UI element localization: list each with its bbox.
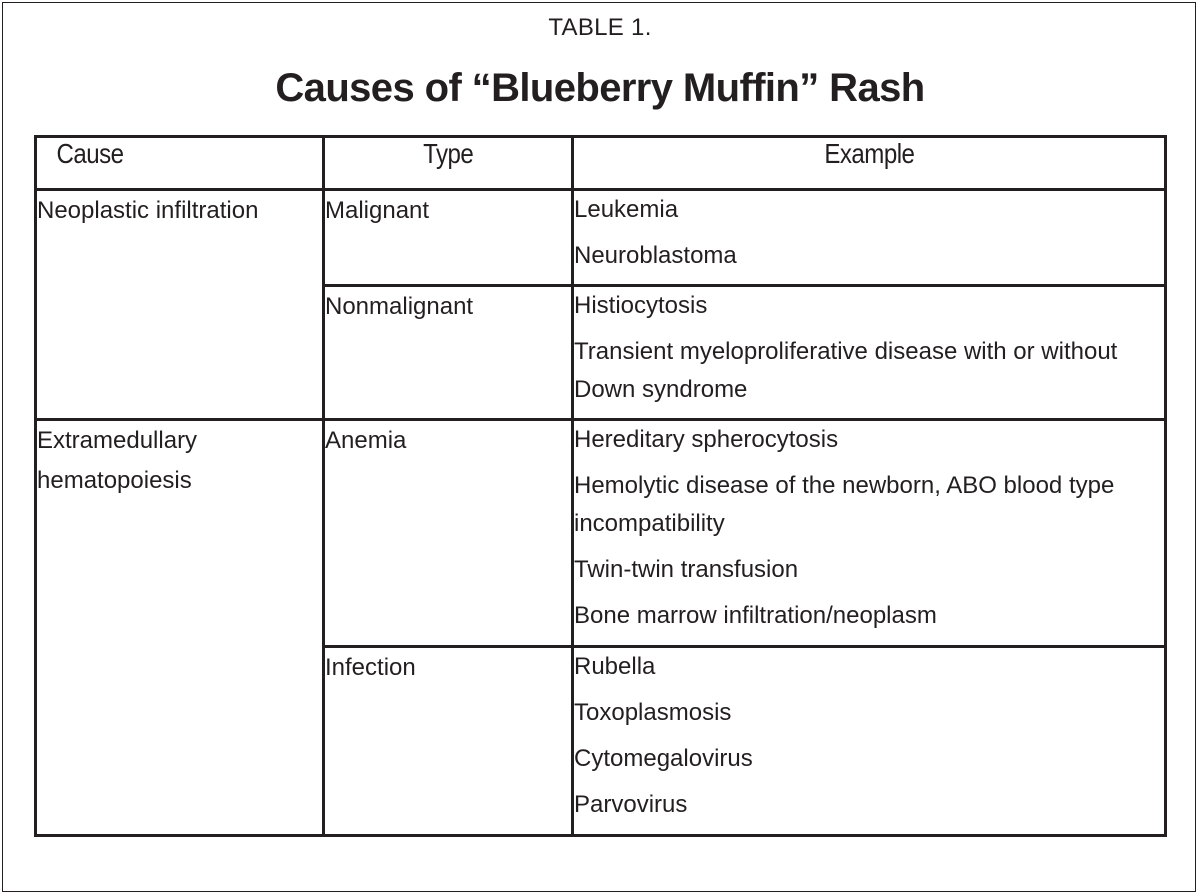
example-item: Parvovirus: [574, 791, 688, 819]
example-item: Twin-twin transfusion: [574, 556, 799, 584]
example-item: Rubella: [574, 653, 656, 681]
header-row: [36, 137, 1166, 190]
example-item: Cytomegalovirus: [574, 745, 753, 773]
example-cell: [573, 420, 1166, 647]
example-cell: [573, 190, 1166, 286]
example-item: Toxoplasmosis: [574, 699, 732, 727]
type-cell: Nonmalignant: [324, 285, 573, 419]
header-cause: Cause: [36, 137, 324, 190]
cause-cell: Extramedullary hematopoiesis: [36, 420, 324, 836]
example-cell: [573, 647, 1166, 836]
example-item: Bone marrow infiltration/neoplasm: [574, 602, 937, 630]
example-item: Neuroblastoma: [574, 242, 737, 269]
example-item: Transient myeloproliferative disease with or without Down syndrome: [574, 337, 1118, 403]
example-item: Hemolytic disease of the newborn, ABO blood type incompatibility: [574, 472, 1115, 538]
causes-table: [34, 135, 1167, 837]
example-item: Histiocytosis: [574, 291, 708, 319]
cause-cell: Neoplastic infiltration: [36, 190, 324, 420]
table-row: [36, 420, 1166, 647]
type-cell: Infection: [324, 647, 573, 836]
example-item: Hereditary spherocytosis: [574, 426, 839, 454]
example-cell: [573, 285, 1166, 419]
example-item: Leukemia: [574, 196, 679, 223]
type-cell: Anemia: [324, 420, 573, 647]
table-label: TABLE 1.: [548, 14, 652, 41]
header-example: Example: [573, 137, 1166, 190]
header-type: Type: [324, 137, 573, 190]
table-row: [36, 190, 1166, 286]
table-title: Causes of “Blueberry Muffin” Rash: [275, 66, 925, 110]
type-cell: Malignant: [324, 190, 573, 286]
